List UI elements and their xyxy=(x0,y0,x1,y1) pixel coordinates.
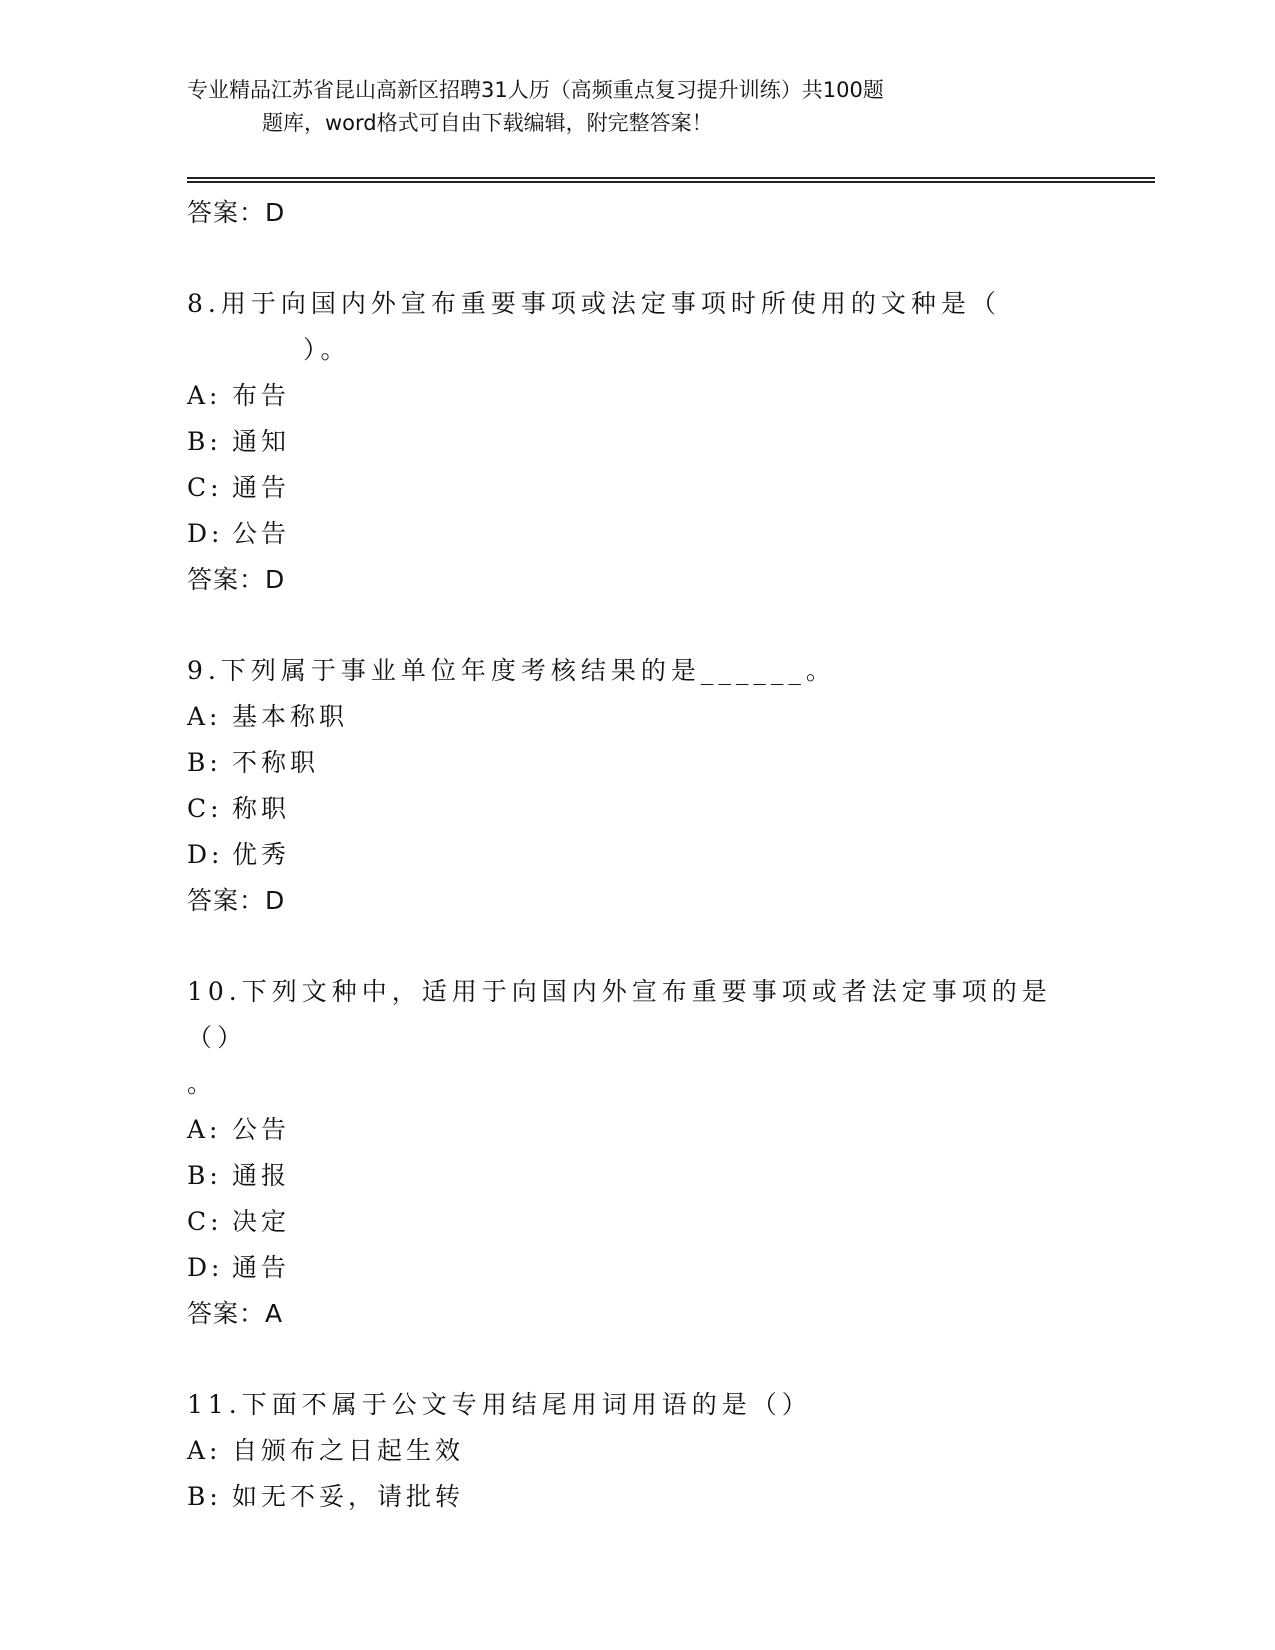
option-text: 优秀 xyxy=(232,840,291,869)
option-item xyxy=(187,1199,1087,1245)
header-line-1: 专业精品江苏省昆山高新区招聘31人历（高频重点复习提升训练）共100题 xyxy=(187,78,884,102)
header-rule-bottom xyxy=(187,181,1155,183)
option-text: 如无不妥，请批转 xyxy=(232,1482,465,1511)
option-label: B: xyxy=(187,1482,222,1511)
option-text: 公告 xyxy=(232,519,291,548)
answer-line: 答案：A xyxy=(187,1299,284,1328)
option-item xyxy=(187,1153,1087,1199)
option-label: B: xyxy=(187,1161,222,1190)
question-stem-continuation: ）。 xyxy=(303,335,351,364)
question-item xyxy=(187,969,1087,1337)
option-text: 通知 xyxy=(232,427,291,456)
option-label: C: xyxy=(187,473,223,502)
option-item xyxy=(187,786,1087,832)
option-label: C: xyxy=(187,1207,223,1236)
option-text: 不称职 xyxy=(232,748,320,777)
option-text: 通告 xyxy=(232,1253,291,1282)
option-label: D: xyxy=(187,519,224,548)
option-label: B: xyxy=(187,427,222,456)
option-item xyxy=(187,740,1087,786)
question-stem-text: 9.下列属于事业单位年度考核结果的是______。 xyxy=(187,656,836,685)
option-item xyxy=(187,419,1087,465)
question-stem xyxy=(187,1382,1087,1428)
question-stem-continuation: 。 xyxy=(187,1069,218,1098)
option-text: 决定 xyxy=(232,1207,291,1236)
option-item xyxy=(187,373,1087,419)
document-header xyxy=(187,74,1067,140)
answer-line: 答案：D xyxy=(187,565,286,594)
question-item xyxy=(187,648,1087,924)
option-item xyxy=(187,1428,1087,1474)
option-text: 基本称职 xyxy=(232,702,349,731)
option-item xyxy=(187,694,1087,740)
option-text: 布告 xyxy=(232,381,291,410)
question-list xyxy=(187,190,1087,1520)
header-line-2: 题库，word格式可自由下载编辑，附完整答案！ xyxy=(262,111,713,135)
option-text: 通报 xyxy=(232,1161,291,1190)
question-stem xyxy=(187,648,1087,694)
answer-line: 答案：D xyxy=(187,198,286,227)
question-stem-text: 11.下面不属于公文专用结尾用词用语的是（） xyxy=(187,1390,812,1419)
answer-line: 答案：D xyxy=(187,886,286,915)
option-label: B: xyxy=(187,748,222,777)
question-stem xyxy=(187,969,1087,1107)
option-text: 称职 xyxy=(232,794,291,823)
question-stem-text: 10.下列文种中，适用于向国内外宣布重要事项或者法定事项的是（） xyxy=(187,977,1052,1052)
option-label: A: xyxy=(187,1115,222,1144)
question-item xyxy=(187,281,1087,603)
option-label: A: xyxy=(187,1436,222,1465)
option-text: 公告 xyxy=(232,1115,291,1144)
header-rule-top xyxy=(187,177,1155,179)
question-stem-text: 8.用于向国内外宣布重要事项或法定事项时所使用的文种是（ xyxy=(187,289,1001,318)
option-item xyxy=(187,1474,1087,1520)
option-item xyxy=(187,465,1087,511)
option-text: 通告 xyxy=(232,473,291,502)
option-item xyxy=(187,1245,1087,1291)
option-text: 自颁布之日起生效 xyxy=(232,1436,465,1465)
option-item xyxy=(187,832,1087,878)
option-label: A: xyxy=(187,702,222,731)
option-label: D: xyxy=(187,840,224,869)
question-item xyxy=(187,1382,1087,1520)
option-item xyxy=(187,511,1087,557)
option-label: A: xyxy=(187,381,222,410)
question-stem xyxy=(187,281,1087,373)
option-item xyxy=(187,1107,1087,1153)
option-label: C: xyxy=(187,794,223,823)
option-label: D: xyxy=(187,1253,224,1282)
